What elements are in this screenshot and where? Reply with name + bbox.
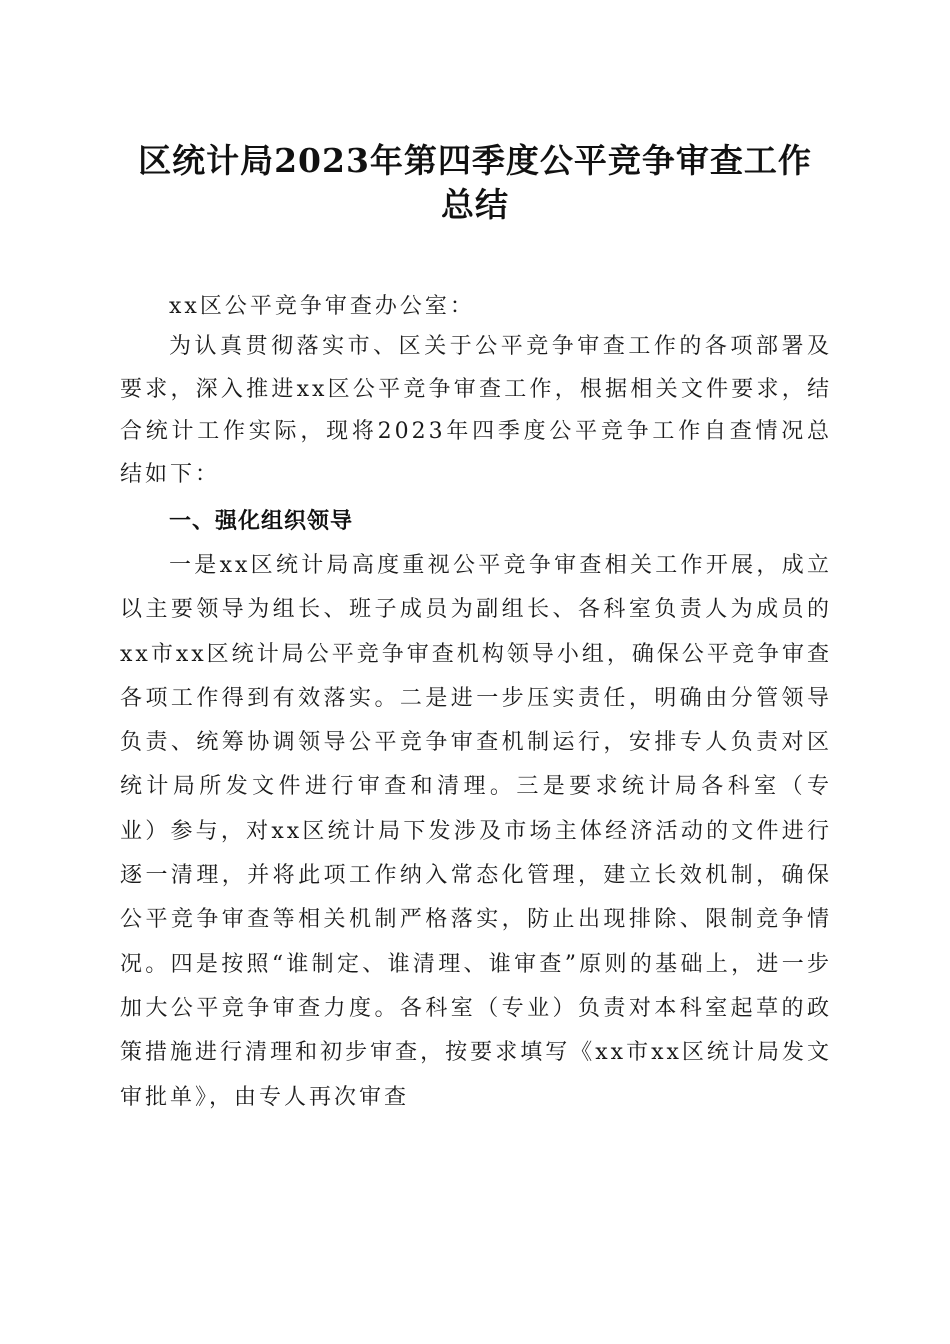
intro-paragraph: 为认真贯彻落实市、区关于公平竞争审查工作的各项部署及要求，深入推进xx区公平竞争审查工作，根据相关文件要求，结合统计工作实际，现将2023年四季度公平竞争工作自查情况总结如下： (120, 334, 832, 487)
addressee-line: xx区公平竞争审查办公室： (169, 294, 475, 319)
document-title-line-2: 总结 (441, 185, 509, 224)
section-1-paragraph: 一是xx区统计局高度重视公平竞争审查相关工作开展，成立以主要领导为组长、班子成员为副组长、各科室负责人为成员的xx市xx区统计局公平竞争审查机构领导小组，确保公平竞争审查各项工作得到有效落实。二是进一步压实责任，明确由分管领导负责、统筹协调领导公平竞争审查机制运行，安排专人负责对区统计局所发文件进行审查和清理。三是要求统计局各科室（专业）参与，对xx区统计局下发涉及市场主体经济活动的文件进行逐一清理，并将此项工作纳入常态化管理，建立长效机制，确保公平竞争审查等相关机制严格落实，防止出现排除、限制竞争情况。四是按照“谁制定、谁清理、谁审查”原则的基础上，进一步加大公平竞争审查力度。各科室（专业）负责对本科室起草的政策措施进行清理和初步审查，按要求填写《xx市xx区统计局发文审批单》，由专人再次审查 (120, 553, 832, 1110)
document-title-line-1: 区统计局2023年第四季度公平竞争审查工作 (138, 141, 812, 180)
section-heading-1: 一、强化组织领导 (169, 509, 354, 534)
